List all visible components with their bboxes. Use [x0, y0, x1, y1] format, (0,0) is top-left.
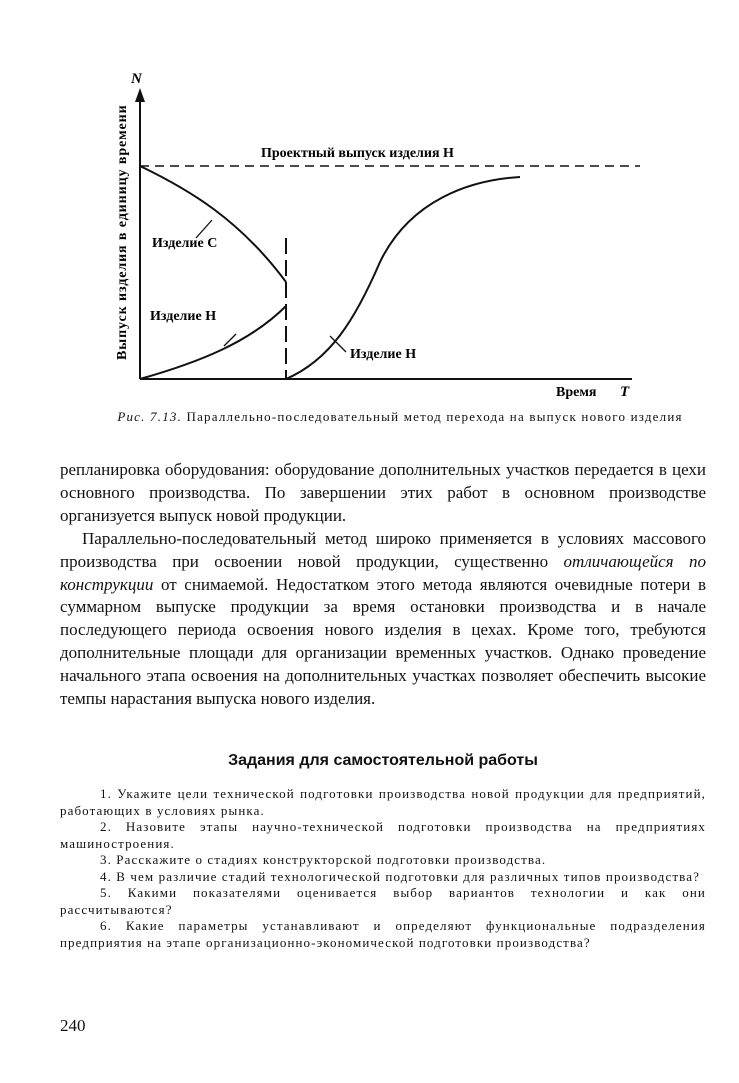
question-item: 1. Укажите цели технической подготовки производства новой продукции для предприятий, работающих в условиях рынка.: [60, 786, 706, 818]
y-axis-arrow: [135, 88, 145, 102]
section-heading: Задания для самостоятельной работы: [228, 752, 538, 769]
product-c-label: Изделие С: [152, 236, 218, 251]
paragraph-method-part-b: от снимаемой. Недостатком этого метода являются очевидные потери в суммарном выпуске продукции за время остановки производства и в начале последующего периода освоения нового изделия в цехах. Кроме того, требуются дополнительные площади для организации временных участков. Однако проведение начального этапа освоения на дополнительных участках позволяет обеспечить высокие темпы нарастания выпуска нового изделия.: [60, 574, 706, 708]
x-axis-symbol: T: [620, 384, 630, 400]
product-h-right-label: Изделие Н: [350, 347, 417, 362]
paragraph-method-part-a: Параллельно-последовательный метод широко применяется в условиях массового производства при освоении новой продукции, существенно: [60, 529, 706, 571]
y-axis-symbol: N: [131, 71, 142, 87]
paragraph-method-italic: отличающейся по конструкции: [60, 551, 706, 594]
question-item: 5. Какими показателями оценивается выбор вариантов технологии и как они рассчитываются?: [60, 885, 706, 917]
caption-label: Рис. 7.13.: [117, 409, 183, 424]
question-item: 6. Какие параметры устанавливают и определяют функциональные подразделения предприятия на этапе организационно-экономической подготовки производства?: [60, 918, 706, 950]
page-number: 240: [60, 1016, 86, 1035]
figure-7-13: [0, 0, 739, 400]
paragraph-continuation: репланировка оборудования: оборудование дополнительных участков передается в цехи основного производства. По завершении этих работ в основном производстве организуется выпуск новой продукции.: [60, 460, 706, 525]
product-c-curve: [140, 166, 286, 282]
paragraph-method: [60, 528, 706, 710]
x-axis-label: Время: [556, 385, 597, 400]
question-item: 4. В чем различие стадий технологической подготовки для различных типов производства?: [100, 868, 700, 884]
question-list: [60, 786, 706, 951]
caption-text: Параллельно-последовательный метод перехода на выпуск нового изделия: [186, 409, 683, 424]
y-axis-label: Выпуск изделия в единицу времени: [115, 104, 130, 360]
question-item: 2. Назовите этапы научно-технической подготовки производства на предприятиях машиностроения.: [60, 819, 706, 851]
question-item: 3. Расскажите о стадиях конструкторской подготовки производства.: [100, 852, 547, 867]
design-output-label: Проектный выпуск изделия Н: [261, 146, 454, 161]
figure-caption: [100, 408, 700, 425]
product-h-left-label: Изделие Н: [150, 309, 217, 324]
